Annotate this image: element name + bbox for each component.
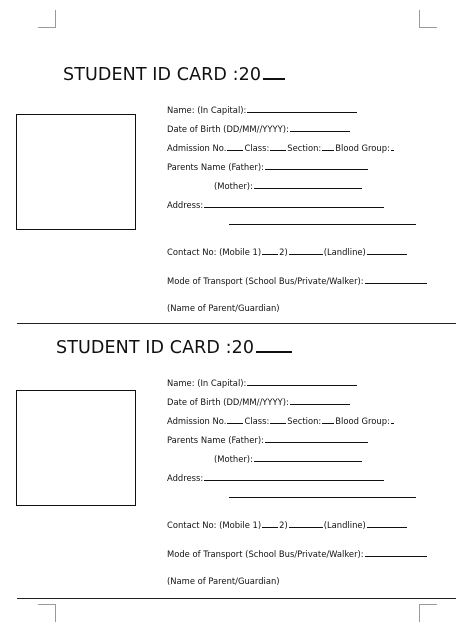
mobile2-label: 2) xyxy=(279,520,288,530)
contact-label: Contact No: (Mobile 1) xyxy=(167,520,262,530)
mobile2-blank[interactable] xyxy=(289,519,323,528)
card-title-text: STUDENT ID CARD :20 xyxy=(63,65,262,85)
admission-field xyxy=(167,415,395,426)
landline-blank[interactable] xyxy=(367,519,407,528)
father-field xyxy=(167,434,369,445)
address-field xyxy=(167,199,385,210)
blood-group-blank[interactable] xyxy=(391,415,394,424)
dob-blank[interactable] xyxy=(290,123,350,132)
address-field xyxy=(167,472,385,483)
blood-group-label: Blood Group: xyxy=(335,416,390,426)
address-label: Address: xyxy=(167,473,204,483)
mobile2-label: 2) xyxy=(279,247,288,257)
name-field xyxy=(167,104,358,115)
class-label: Class: xyxy=(244,416,270,426)
mobile2-blank[interactable] xyxy=(289,246,323,255)
guardian-field xyxy=(167,303,280,313)
admission-blank[interactable] xyxy=(227,415,243,424)
mother-blank[interactable] xyxy=(254,453,362,462)
contact-field xyxy=(167,246,408,257)
father-field xyxy=(167,161,369,172)
mother-field xyxy=(214,453,363,464)
address-blank[interactable] xyxy=(204,199,384,208)
year-blank[interactable] xyxy=(256,335,292,353)
admission-label: Admission No. xyxy=(167,143,227,153)
name-field xyxy=(167,377,358,388)
section-label: Section: xyxy=(287,143,322,153)
photo-box[interactable] xyxy=(16,390,136,506)
address-line-2[interactable] xyxy=(229,497,416,498)
guardian-label: (Name of Parent/Guardian) xyxy=(167,576,280,586)
landline-label: (Landline) xyxy=(323,520,366,530)
father-label: Parents Name (Father): xyxy=(167,162,264,172)
mother-blank[interactable] xyxy=(254,180,362,189)
dob-label: Date of Birth (DD/MM//YYYY): xyxy=(167,124,289,134)
name-label: Name: (In Capital): xyxy=(167,105,247,115)
mobile1-blank[interactable] xyxy=(262,246,278,255)
section-label: Section: xyxy=(287,416,322,426)
contact-label: Contact No: (Mobile 1) xyxy=(167,247,262,257)
card-separator xyxy=(17,323,456,324)
transport-field xyxy=(167,548,428,559)
dob-blank[interactable] xyxy=(290,396,350,405)
name-blank[interactable] xyxy=(247,104,357,113)
class-label: Class: xyxy=(244,143,270,153)
card-title xyxy=(63,62,285,85)
name-label: Name: (In Capital): xyxy=(167,378,247,388)
card-title xyxy=(56,335,292,358)
admission-field xyxy=(167,142,395,153)
father-label: Parents Name (Father): xyxy=(167,435,264,445)
transport-label: Mode of Transport (School Bus/Private/Walker): xyxy=(167,276,364,286)
bottom-rule xyxy=(17,598,456,599)
landline-blank[interactable] xyxy=(367,246,407,255)
blood-group-blank[interactable] xyxy=(391,142,394,151)
dob-field xyxy=(167,123,351,134)
father-blank[interactable] xyxy=(265,434,368,443)
class-blank[interactable] xyxy=(270,142,286,151)
mother-label: (Mother): xyxy=(214,454,253,464)
transport-blank[interactable] xyxy=(365,548,427,557)
mother-label: (Mother): xyxy=(214,181,253,191)
landline-label: (Landline) xyxy=(323,247,366,257)
class-blank[interactable] xyxy=(270,415,286,424)
photo-box[interactable] xyxy=(16,114,136,230)
mobile1-blank[interactable] xyxy=(262,519,278,528)
guardian-label: (Name of Parent/Guardian) xyxy=(167,303,280,313)
father-blank[interactable] xyxy=(265,161,368,170)
dob-label: Date of Birth (DD/MM//YYYY): xyxy=(167,397,289,407)
section-blank[interactable] xyxy=(322,142,334,151)
card-title-text: STUDENT ID CARD :20 xyxy=(56,338,255,358)
admission-label: Admission No. xyxy=(167,416,227,426)
year-blank[interactable] xyxy=(263,62,285,80)
blood-group-label: Blood Group: xyxy=(335,143,390,153)
transport-label: Mode of Transport (School Bus/Private/Walker): xyxy=(167,549,364,559)
mother-field xyxy=(214,180,363,191)
transport-blank[interactable] xyxy=(365,275,427,284)
name-blank[interactable] xyxy=(247,377,357,386)
dob-field xyxy=(167,396,351,407)
guardian-field xyxy=(167,576,280,586)
contact-field xyxy=(167,519,408,530)
section-blank[interactable] xyxy=(322,415,334,424)
address-line-2[interactable] xyxy=(229,224,416,225)
address-label: Address: xyxy=(167,200,204,210)
admission-blank[interactable] xyxy=(227,142,243,151)
address-blank[interactable] xyxy=(204,472,384,481)
transport-field xyxy=(167,275,428,286)
